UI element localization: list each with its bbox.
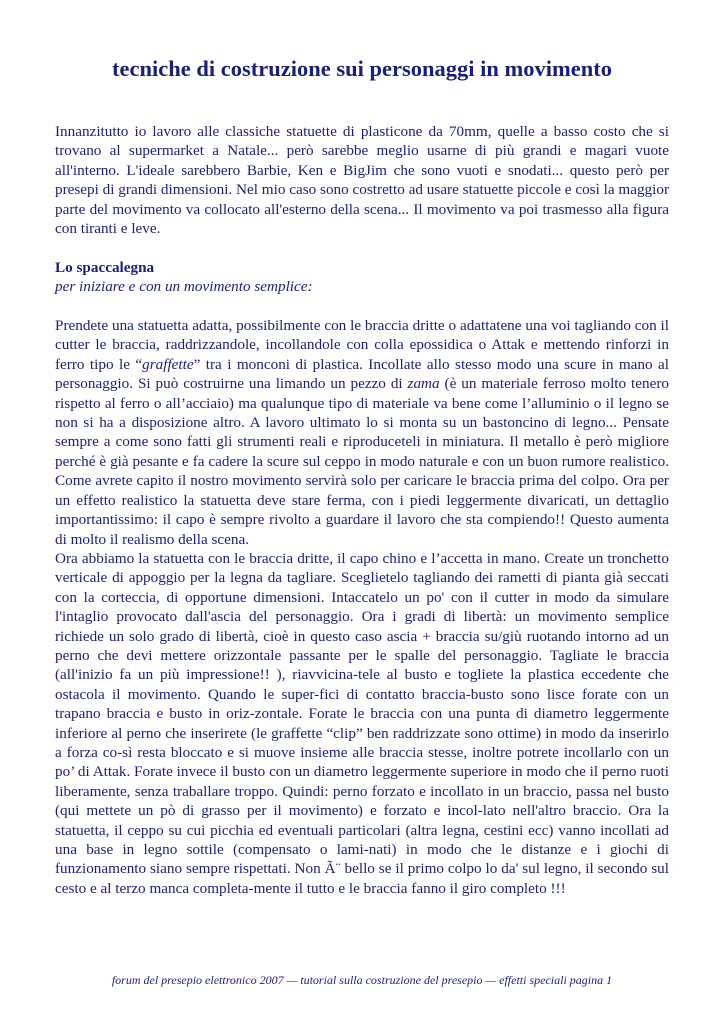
paragraph-gap bbox=[55, 297, 669, 316]
instructions-paragraph-1 bbox=[55, 316, 669, 549]
zama-term: zama bbox=[407, 375, 440, 393]
page-footer: forum del presepio elettronico 2007 — tutorial sulla costruzione del presepio — effetti speciali pagina 1 bbox=[111, 973, 613, 987]
section-subheading: per iniziare e con un movimento semplice: bbox=[55, 278, 313, 296]
section-heading: Lo spaccalegna bbox=[55, 258, 155, 276]
document-body bbox=[55, 122, 669, 898]
intro-paragraph: Innanzitutto io lavoro alle classiche statuette di plasticone da 70mm, quelle a basso costo che si trovano al supermarket a Natale... però sarebbe meglio usarne di più grandi e magari vuote all'interno. L'ideale sarebbero Barbie, Ken e BigJim che sono vuoti e snodati... questo però per presepi di grandi dimensioni. Nel mio caso sono costretto ad usare statuette piccole e così la maggior parte del movimento va collocato all'esterno della scena... Il movimento va poi trasmesso alla figura con tiranti e leve. bbox=[55, 123, 669, 238]
paragraph-gap bbox=[55, 238, 669, 257]
instructions-paragraph-2: Ora abbiamo la statuetta con le braccia dritte, il capo chino e l’accetta in mano. Create un tronchetto verticale di appoggio per la legna da tagliare. Sceglietelo tagliando dei rametti di pianta già seccati con la corteccia, di opportune dimensioni. Intaccatelo un po' con il cutter in modo da simulare l'intaglio provocato dall'ascia del personaggio. Ora i gradi di libertà: un movimento semplice richiede un solo grado di libertà, cioè in questo caso ascia + braccia su/giù ruotando intorno ad un perno che devi mettere orizzontale passante per le spalle del personaggio. Tagliate le braccia (all'inizio fa un più impressione!! ), riavvicina-tele al busto e togliete la plastica eccedente che ostacola il movimento. Quando le super-fici di contatto braccia-busto sono lisce forate con un trapano braccia e busto in oriz-zontale. Forate le braccia con una punta di diametro leggermente inferiore al perno che inserirete (le graffette “clip” ben raddrizzate sono ottime) in modo da inserirlo a forza co-sì resta bloccato e si muove insieme alle braccia stesse, inoltre potrete incollarlo con un po’ di Attak. Forate invece il busto con un diametro leggermente superiore in modo che il perno ruoti liberamente, senza traballare troppo. Quindi: perno forzato e incollato in un bracci​o, passa nel busto (qui mettete un pò di grasso per il movimento) e forzato e incol-lato nell'altro braccio. Ora la statuetta, il ceppo su cui picchia ed eventuali particolari (altra legna, cestini ecc) vanno incollati ad una base in legno sottile (compensato o lami-nati) in modo che le distanze e i giochi di funzionamento siano sempre rispettati. Non Ã¨ bello se il primo colpo lo da' sul legno, il secondo sul cesto e al terzo manca completa-mente il tutto e le braccia fanno il giro completo !!! bbox=[55, 549, 669, 897]
para1-part-a: Prendete una statuetta adatta, possibilmente con le braccia dritte o adattatene una voi tagliando con il cutter le braccia, raddrizzandole, incollandole con colla epossidica o Attak e mettendo rinforzi in ferro tipo le “ bbox=[55, 317, 669, 373]
para1-part-b: ” tra i monconi di plastica. Incollate allo stesso modo una scure in mano al personaggio. Si può costruirne una limando un pezzo di bbox=[55, 355, 669, 393]
page-title: tecniche di costruzione sui personaggi in movimento bbox=[112, 56, 612, 81]
para1-part-c: (è un materiale ferroso molto tenero rispetto al ferro o all’acciaio) ma qualunque tipo di materiale va bene come l’alluminio o il legno se non si ha a disposizione altro. A lavoro ultimato lo si monta su un bastoncino di legno... Pensate sempre a come sono fatti gli strumenti reali e riproduceteli in miniatura. Il metallo è però migliore perché è già pesante e fa cadere la scure sul ceppo in modo naturale e con un buon rumore realistico. Come avrete capito il nostro movimento servirà solo per caricare le braccia prima del colpo. Ora per un effetto realistico la statuetta deve stare ferma, con i piedi leggermente divaricati, un dettaglio importantissimo: il capo è sempre rivolto a guardare il lavoro che sta compiendo!! Questo aumenta di molto il realismo della scena. bbox=[55, 375, 669, 548]
graffette-term: graffette bbox=[142, 355, 194, 373]
